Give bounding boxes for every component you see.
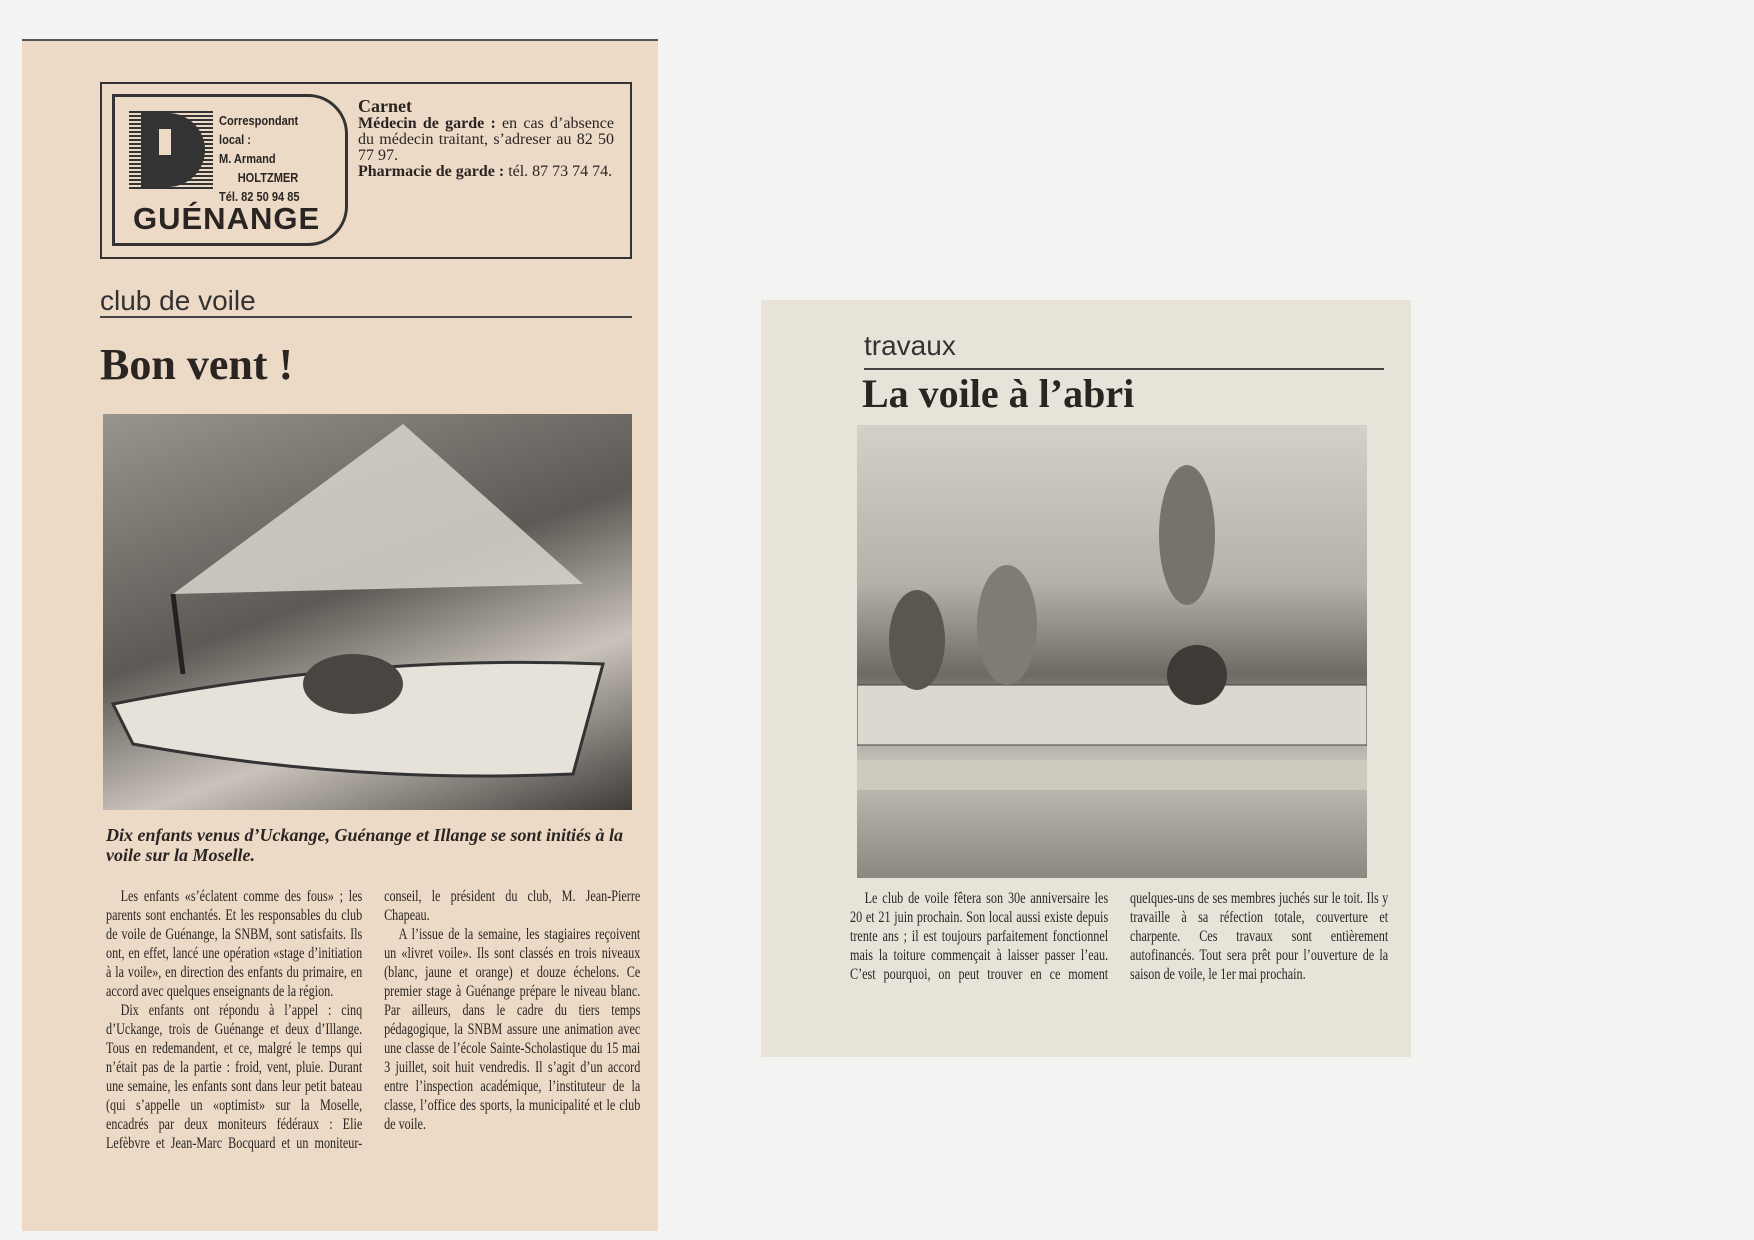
sailing-boat-photo [103,414,632,810]
carnet: Carnet Médecin de garde : en cas d’absence du médecin traitant, s’adreser au 82 50 77 97. Pharmacie de garde : tél. 87 73 74 74. [358,96,615,180]
guenange-logo-box [112,94,348,246]
headline: Bon vent ! [100,340,294,389]
carnet-title: Carnet [358,96,412,116]
newspaper-logo-icon [129,111,213,189]
section-kicker: club de voile [100,285,256,316]
divider [100,316,632,318]
newspaper-clipping-la-voile-a-labri [761,300,1411,1057]
photo-caption: Dix enfants venus d’Uckange, Guénange et Illange se sont initiés à la voile sur la Moselle. [106,825,624,865]
roof-workers-illustration [857,425,1367,878]
article-body: Les enfants «s’éclatent comme des fous» ; les parents sont enchantés. Et les responsables du club de voile de Guénange, la SNBM, sont satisfaits. Ils ont, en effet, lancé une opération «stage d’initiation à la voile», en direction des enfants du primaire, en accord avec quelques enseignants de la région. Dix enfants ont répondu à l’appel : cinq d’Uckange, trois de Guénange et deux d’Illange. Tous en redemandent, et ce, malgré le temps qui n’était pas de la partie : froid, vent, pluie. Durant une semaine, les enfants sont dans leur petit bateau (qui s’appelle un «optimist» sur la Moselle, encadrés par deux moniteurs fédéraux : Elie Lefèbvre et Jean-Marc Bocquard et un moniteur-conseil, le président du club, M. Jean-Pierre Chapeau. A l’issue de la semaine, les stagiaires reçoivent un «livret voile». Ils sont classés en trois niveaux (blanc, jaune et orange) et douze échelons. Ce premier stage à Guénange prépare le niveau blanc. Par ailleurs, dans le cadre du tiers temps pédagogique, la SNBM assure une animation avec une classe de l’école Sainte-Scholastique du 15 mai 3 juillet, soit huit vendredis. Il s’agit d’un accord entre l’inspection académique, l’instituteur de la classe, l’office des sports, la municipalité et le club de voile. [106,888,641,1152]
headline: La voile à l’abri [862,371,1135,416]
roof-workers-photo [857,425,1367,878]
correspondent-info: Correspondant local : M. Armand HOLTZMER Tél. 82 50 94 85 [219,113,300,204]
sailboat-illustration [103,414,632,810]
town-name: GUÉNANGE [133,201,321,236]
newspaper-clipping-bon-vent [22,39,658,1231]
local-info-box [100,82,632,259]
article-body: Le club de voile fêtera son 30e anniversaire les 20 et 21 juin prochain. Son local aussi existe depuis trente ans ; il est toujours parfaitement fonctionnel mais la toiture commençait à laisser passer l’eau. C’est pourquoi, on peut trouver en ce moment quelques-uns de ses membres juchés sur le toit. Ils y travaille à sa réfection totale, couverture et charpente. Ces travaux sont entièrement autofinancés. Tout sera prêt pour l’ouverture de la saison de voile, le 1er mai prochain. [850,890,1389,983]
section-kicker: travaux [864,330,956,361]
